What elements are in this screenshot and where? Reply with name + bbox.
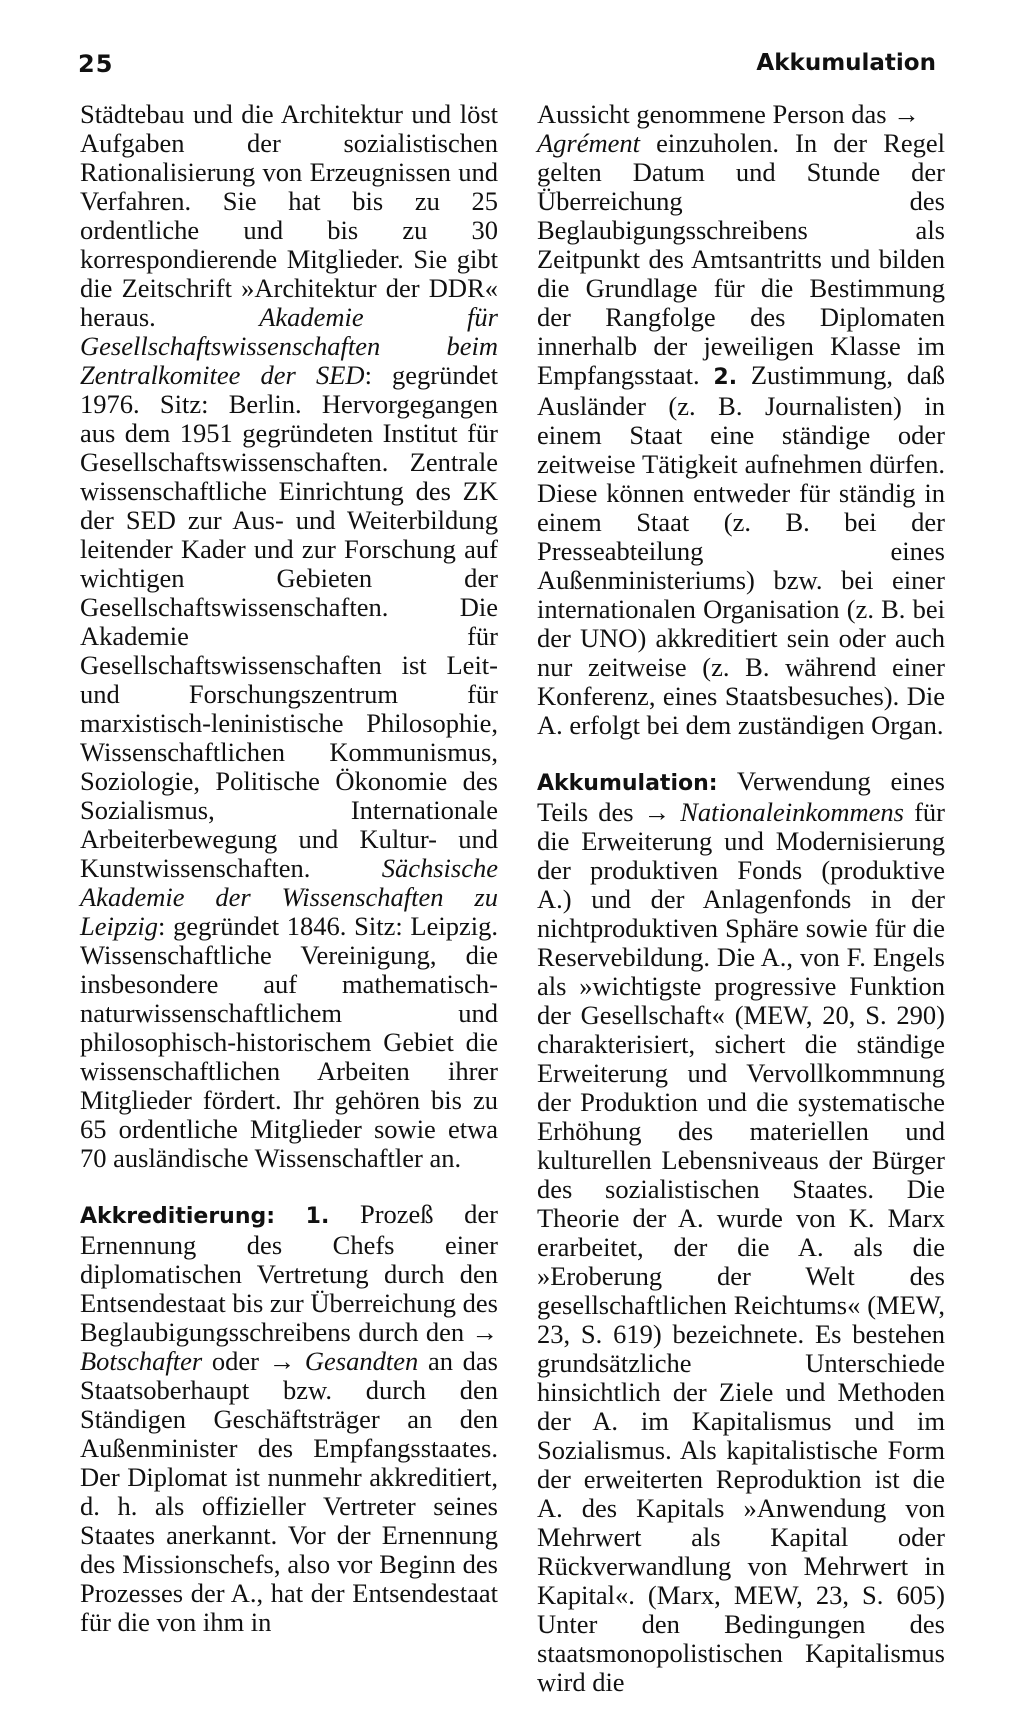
- entry-akkumulation: [537, 767, 945, 1697]
- italic-term: Sächsische Akademie der Wissenschaften zu Leipzig: [80, 853, 498, 941]
- cross-ref-arrow: →: [471, 1317, 498, 1347]
- body-text: an das Staatsoberhaupt bzw. durch den Ständigen Geschäftsträger an den Außenminister des Empfangsstaates. Der Diplomat ist nunmehr akkreditiert, d. h. als offizieller Vertreter seines Staates anerkannt. Vor der Ernennung des Missionschefs, also vor Beginn des Prozesses der A., hat der Entsendestaat für die von ihm in: [80, 1346, 498, 1637]
- body-text: Städtebau und die Architektur und löst Aufgaben der sozialistischen Rationalisierung von Erzeugnissen und Verfahren. Sie hat bis zu 25 ordentliche und bis zu 30 korrespondierende Mitglieder. Sie gibt die Zeitschrift »Architektur der DDR« heraus.: [80, 99, 498, 332]
- body-text: Verwendung eines Teils des: [537, 766, 945, 827]
- body-text: einzuholen. In der Regel gelten Datum und Stunde der Überreichung des Beglaubigungsschreibens als Zeitpunkt des Amtsantritts und bilden die Grundlage für die Bestimmung der Rangfolge des Diplomaten innerhalb der jeweiligen Klasse im Empfangsstaat.: [537, 128, 945, 390]
- headword: Akkumulation:: [537, 771, 718, 796]
- body-text: Prozeß der Ernennung des Chefs einer diplomatischen Vertretung durch den Entsendestaat bis zur Überreichung des Beglaubigungsschreibens durch den: [80, 1199, 498, 1347]
- headword: Akkreditierung:: [80, 1204, 276, 1229]
- right-column: [537, 100, 945, 1697]
- body-text: Zustimmung, daß Ausländer (z. B. Journalisten) in einem Staat eine ständige oder zeitweise Tätigkeit aufnehmen dürfen. Diese können entweder für ständig in einem Staat (z. B. bei der Presseabteilung eines Außenministeriums) bzw. bei einer internationalen Organisation (z. B. bei der UNO) akkreditiert sein oder auch nur zeitweise (z. B. während einer Konferenz, eines Staatsbesuches). Die A. erfolgt bei dem zuständigen Organ.: [537, 360, 945, 740]
- cross-ref-arrow: →: [268, 1346, 296, 1376]
- cross-ref-term: Botschafter: [80, 1346, 203, 1376]
- cross-ref-arrow: →: [643, 797, 671, 827]
- page-number: 25: [78, 50, 114, 78]
- body-text: : gegründet 1846. Sitz: Leipzig. Wissenschaftliche Vereinigung, die insbesondere auf mathematisch-naturwissenschaftlichem und philosophisch-historischem Gebiet die wissenschaftlichen Arbeiten ihrer Mitglieder fördert. Ihr gehören bis zu 65 ordentliche Mitglieder sowie etwa 70 ausländische Wissenschaftler an.: [80, 911, 498, 1173]
- cross-ref-term: Agrément: [537, 128, 641, 158]
- left-column: [80, 100, 498, 1637]
- paragraph-akademie-continued: [80, 100, 498, 1173]
- body-text: für die Erweiterung und Modernisierung der produktiven Fonds (produktive A.) und der Anlagenfonds in der nichtproduktiven Sphäre sowie für die Reservebildung. Die A., von F. Engels als »wichtigste progressive Funktion der Gesellschaft« (MEW, 20, S. 290) charakterisiert, sichert die ständige Erweiterung und Vervollkommnung der Produktion und die systematische Erhöhung des materiellen und kulturellen Lebensniveaus der Bürger des sozialistischen Staates. Die Theorie der A. wurde von K. Marx erarbeitet, der die A. als die »Eroberung der Welt des gesellschaftlichen Reichtums« (MEW, 23, S. 619) bezeichnete. Es bestehen grundsätzliche Unterschiede hinsichtlich der Ziele und Methoden der A. im Kapitalismus und im Sozialismus. Als kapitalistische Form der erweiterten Reproduktion ist die A. des Kapitals »Anwendung von Mehrwert als Kapital oder Rückverwandlung von Mehrwert in Kapital«. (Marx, MEW, 23, S. 605) Unter den Bedingungen des staatsmonopolistischen Kapitalismus wird die: [537, 797, 945, 1697]
- entry-akkreditierung: [80, 1200, 498, 1637]
- body-text: Aussicht genommene Person das: [537, 99, 894, 129]
- body-text: oder: [202, 1346, 269, 1376]
- cross-ref-arrow: →: [893, 99, 920, 129]
- body-text: : gegründet 1976. Sitz: Berlin. Hervorgegangen aus dem 1951 gegründeten Institut für Gesellschaftswissenschaften. Zentrale wissenschaftliche Einrichtung des ZK der SED zur Aus- und Weiterbildung leitender Kader und zur Forschung auf wichtigen Gebieten der Gesellschaftswissenschaften. Die Akademie für Gesellschaftswissenschaften ist Leit- und Forschungszentrum für marxistisch-leninistische Philosophie, Wissenschaftlichen Kommunismus, Soziologie, Politische Ökonomie des Sozialismus, Internationale Arbeiterbewegung und Kultur- und Kunstwissenschaften.: [80, 360, 498, 883]
- running-head: Akkumulation: [756, 50, 936, 76]
- cross-ref-term: Gesandten: [304, 1346, 419, 1376]
- item-number: 2.: [713, 365, 738, 390]
- entry-akkreditierung-continued: [537, 100, 945, 740]
- cross-ref-term: Nationaleinkommens: [680, 797, 904, 827]
- italic-term: Akademie für Gesellschaftswissenschaften beim Zentralkomitee der SED: [80, 302, 498, 390]
- item-number: 1.: [305, 1204, 330, 1229]
